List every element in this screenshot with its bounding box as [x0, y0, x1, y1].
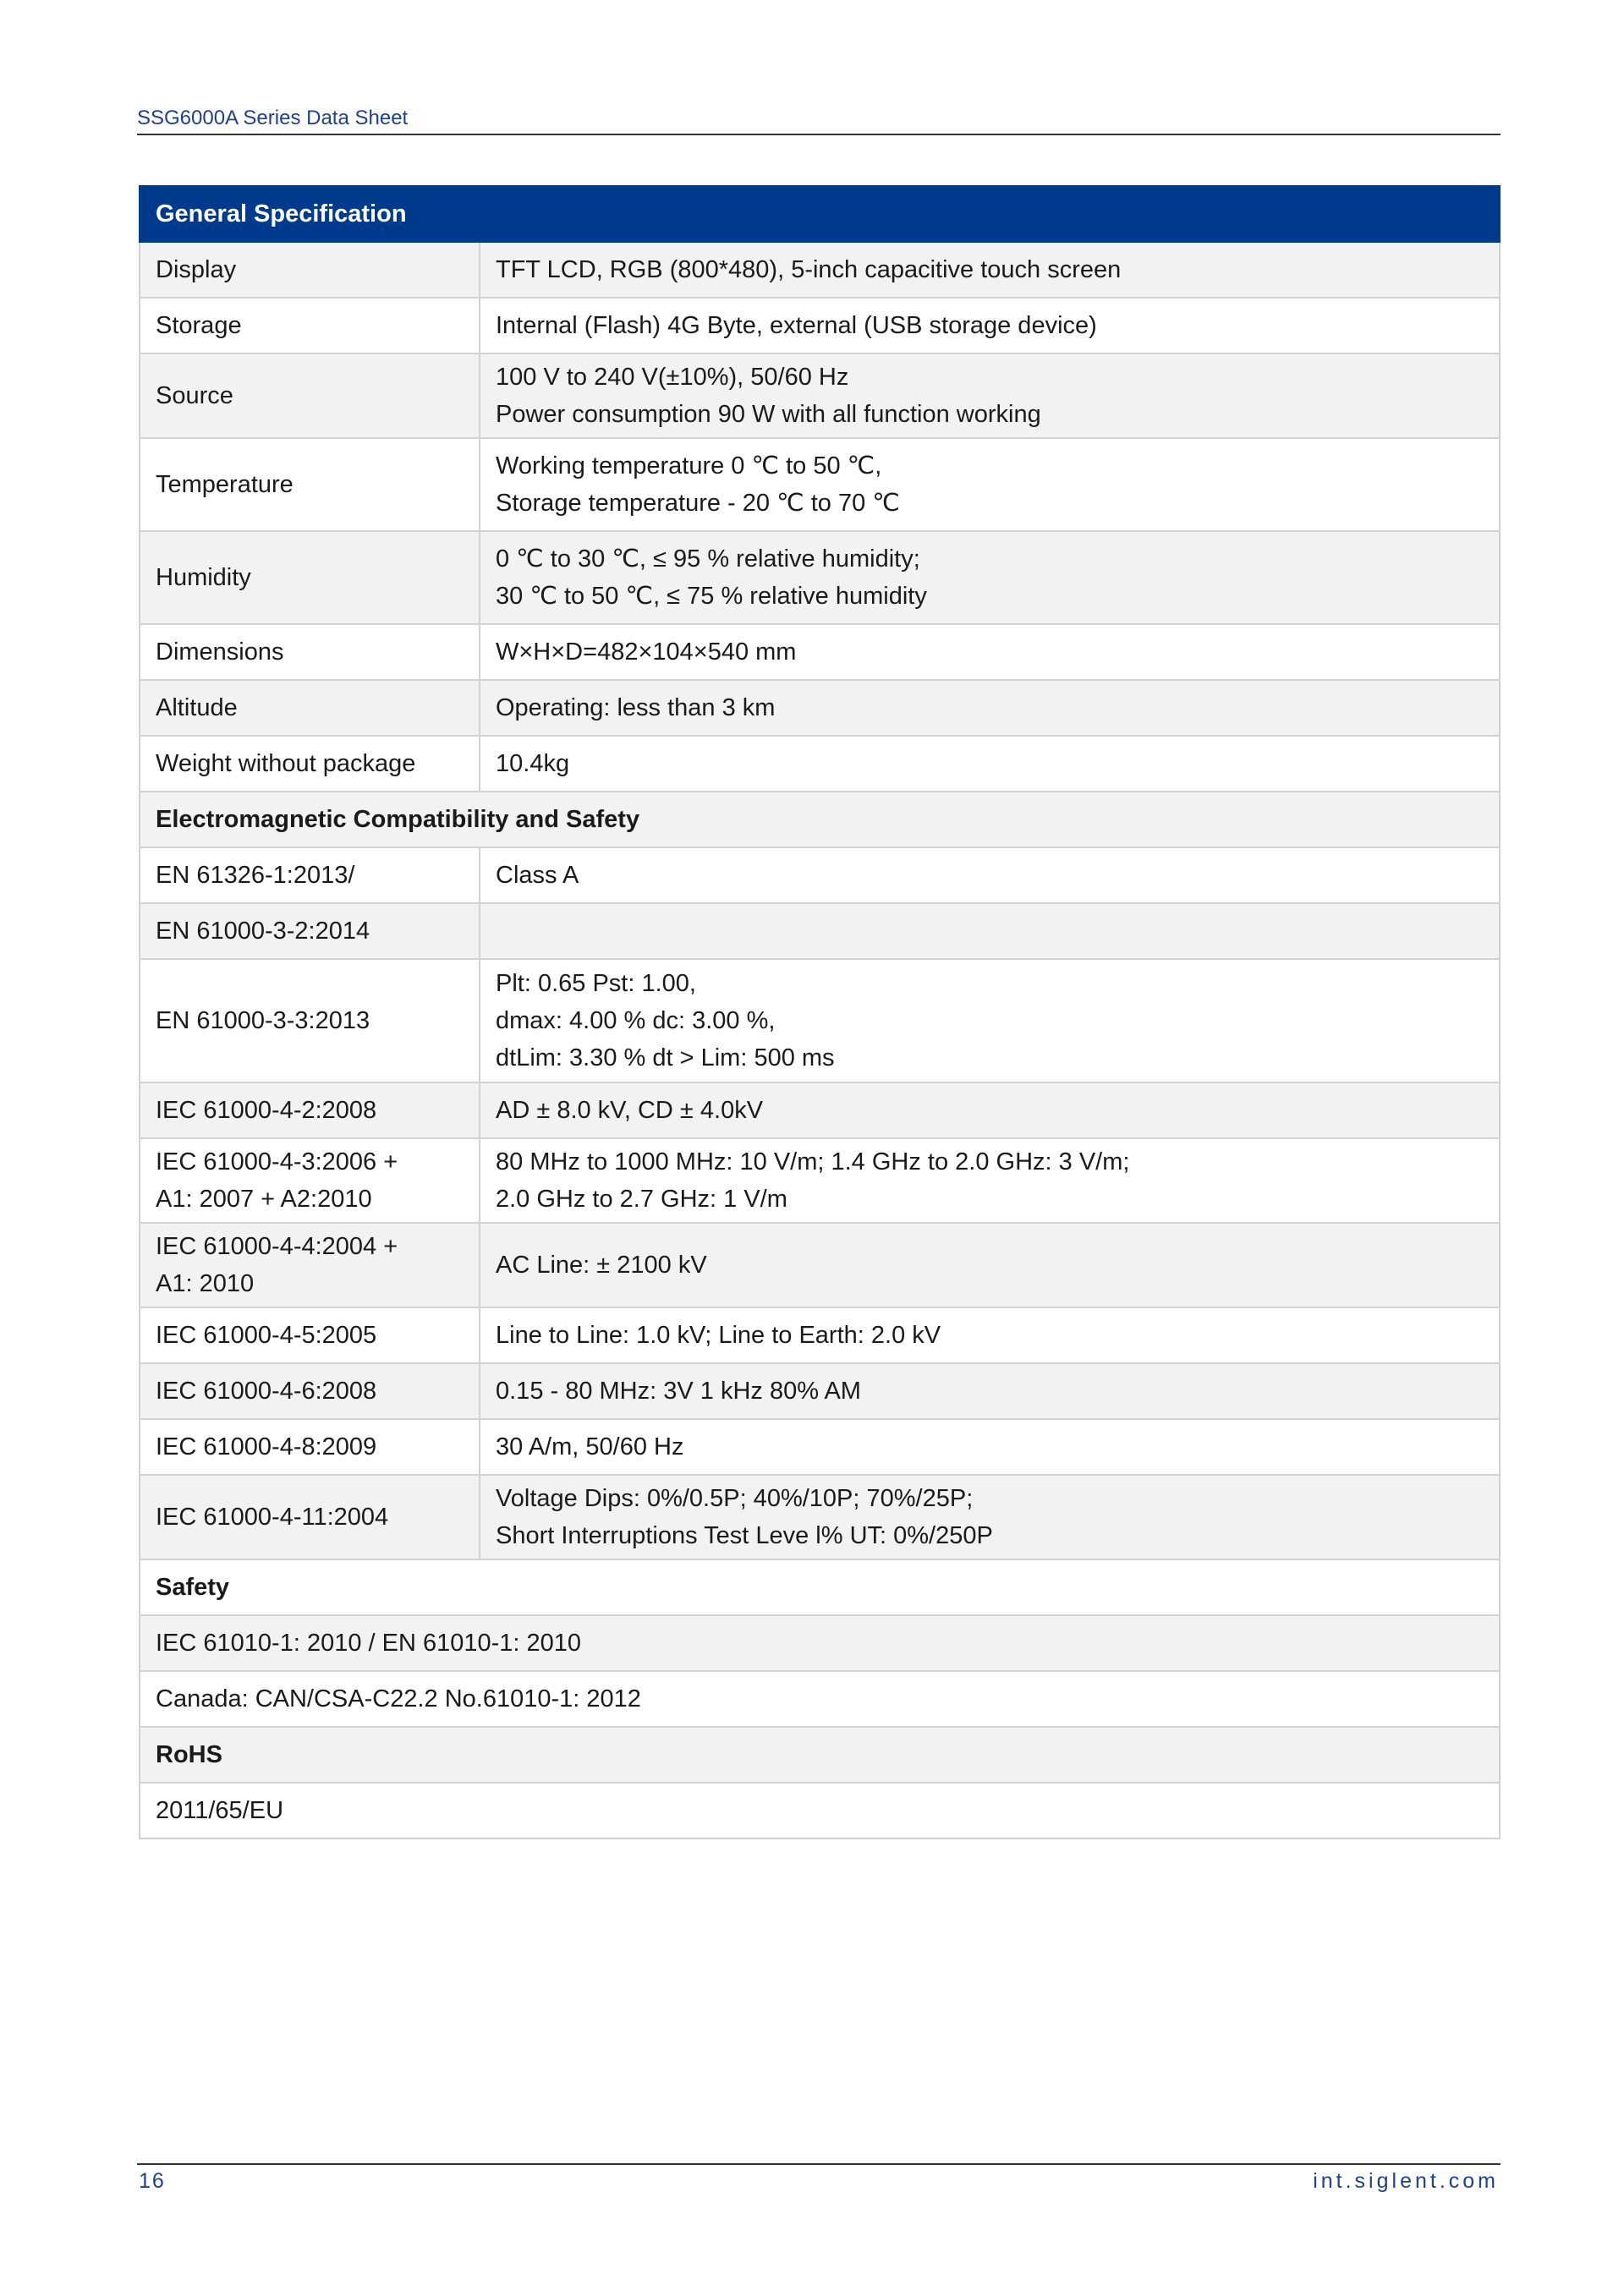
spec-value-cell: [480, 903, 1500, 959]
table-row: [140, 242, 1500, 298]
spec-value-cell: [480, 959, 1500, 1082]
label-line: RoHS: [156, 1741, 222, 1768]
value-line: Short Interruptions Test Leve l% UT: 0%/250P: [496, 1522, 993, 1549]
spec-label-cell: [140, 847, 480, 903]
spec-label-cell: [140, 353, 480, 438]
section-title: [140, 792, 1500, 847]
spec-label-cell: [140, 1363, 480, 1419]
label-line: Canada: CAN/CSA-C22.2 No.61010-1: 2012: [156, 1685, 641, 1712]
label-line: Electromagnetic Compatibility and Safety: [156, 806, 640, 833]
label-line: Humidity: [156, 564, 251, 591]
general-specification-table: [139, 185, 1501, 1839]
spec-label-cell: [140, 903, 480, 959]
section-header-row: [140, 1559, 1500, 1615]
spec-value-cell: [480, 1363, 1500, 1419]
spec-label-cell: [140, 438, 480, 531]
label-line: A1: 2007 + A2:2010: [156, 1186, 372, 1213]
label-line: Safety: [156, 1574, 230, 1601]
table-row: [140, 298, 1500, 353]
label-line: EN 61326-1:2013/: [156, 862, 355, 889]
spec-label-cell: [140, 1223, 480, 1307]
section-header-row: [140, 1727, 1500, 1783]
spec-label-cell: [140, 680, 480, 736]
website-url: int.siglent.com: [1313, 2169, 1499, 2193]
spec-value-cell: [480, 1223, 1500, 1307]
table-row: [140, 353, 1500, 438]
table-row: [140, 1223, 1500, 1307]
label-line: 2011/65/EU: [156, 1797, 284, 1824]
table-title-row: [140, 186, 1500, 242]
spec-label-cell: [140, 298, 480, 353]
value-line: Line to Line: 1.0 kV; Line to Earth: 2.0 kV: [496, 1322, 941, 1349]
spec-value-cell: [480, 438, 1500, 531]
table-row: [140, 1671, 1500, 1727]
section-title: [140, 1727, 1500, 1783]
value-line: Working temperature 0 ℃ to 50 ℃,: [496, 452, 882, 479]
label-line: Weight without package: [156, 750, 416, 777]
label-line: EN 61000-3-3:2013: [156, 1007, 370, 1034]
spec-value-cell: [480, 1475, 1500, 1559]
value-line: Operating: less than 3 km: [496, 694, 776, 721]
value-line: 0 ℃ to 30 ℃, ≤ 95 % relative humidity;: [496, 545, 920, 573]
spec-value-cell: [480, 680, 1500, 736]
header-divider: [137, 134, 1501, 135]
label-line: IEC 61000-4-8:2009: [156, 1433, 377, 1460]
label-line: IEC 61000-4-4:2004 +: [156, 1233, 398, 1260]
spec-full-cell: [140, 1615, 1500, 1671]
label-line: IEC 61000-4-2:2008: [156, 1097, 377, 1124]
spec-value-cell: [480, 847, 1500, 903]
value-line: Voltage Dips: 0%/0.5P; 40%/10P; 70%/25P;: [496, 1485, 974, 1512]
table-row: [140, 1783, 1500, 1838]
table-row: [140, 1307, 1500, 1363]
label-line: Storage: [156, 312, 242, 339]
spec-full-cell: [140, 1783, 1500, 1838]
label-line: A1: 2010: [156, 1270, 255, 1297]
spec-label-cell: [140, 1082, 480, 1138]
footer-divider: [137, 2163, 1501, 2165]
spec-value-cell: [480, 298, 1500, 353]
table-row: [140, 438, 1500, 531]
value-line: Storage temperature - 20 ℃ to 70 ℃: [496, 490, 900, 517]
table-row: [140, 847, 1500, 903]
spec-label-cell: [140, 1419, 480, 1475]
value-line: AD ± 8.0 kV, CD ± 4.0kV: [496, 1097, 764, 1124]
spec-value-cell: [480, 736, 1500, 792]
table-row: [140, 1082, 1500, 1138]
spec-label-cell: [140, 624, 480, 680]
spec-value-cell: [480, 242, 1500, 298]
table-row: [140, 680, 1500, 736]
spec-value-cell: [480, 1082, 1500, 1138]
document-header-title: SSG6000A Series Data Sheet: [137, 107, 409, 129]
value-line: Internal (Flash) 4G Byte, external (USB storage device): [496, 312, 1097, 339]
label-line: IEC 61010-1: 2010 / EN 61010-1: 2010: [156, 1630, 582, 1657]
table-row: [140, 959, 1500, 1082]
value-line: W×H×D=482×104×540 mm: [496, 638, 797, 666]
label-line: IEC 61000-4-3:2006 +: [156, 1148, 398, 1175]
value-line: Class A: [496, 862, 579, 889]
spec-label-cell: [140, 531, 480, 624]
table-row: [140, 1615, 1500, 1671]
label-line: IEC 61000-4-11:2004: [156, 1504, 389, 1531]
spec-label-cell: [140, 1475, 480, 1559]
spec-label-cell: [140, 1307, 480, 1363]
value-line: 2.0 GHz to 2.7 GHz: 1 V/m: [496, 1186, 787, 1213]
section-title: [140, 1559, 1500, 1615]
label-line: EN 61000-3-2:2014: [156, 918, 370, 945]
value-line: Power consumption 90 W with all function working: [496, 401, 1041, 428]
table-row: [140, 531, 1500, 624]
spec-label-cell: [140, 242, 480, 298]
table-row: [140, 1138, 1500, 1223]
label-line: Dimensions: [156, 638, 284, 666]
value-line: 100 V to 240 V(±10%), 50/60 Hz: [496, 364, 849, 391]
value-line: 30 ℃ to 50 ℃, ≤ 75 % relative humidity: [496, 583, 927, 610]
value-line: 80 MHz to 1000 MHz: 10 V/m; 1.4 GHz to 2.0 GHz: 3 V/m;: [496, 1148, 1130, 1175]
label-line: Altitude: [156, 694, 238, 721]
spec-value-cell: [480, 1307, 1500, 1363]
spec-value-cell: [480, 1419, 1500, 1475]
spec-value-cell: [480, 624, 1500, 680]
value-line: AC Line: ± 2100 kV: [496, 1252, 707, 1279]
table-row: [140, 1363, 1500, 1419]
spec-label-cell: [140, 1138, 480, 1223]
spec-value-cell: [480, 353, 1500, 438]
spec-full-cell: [140, 1671, 1500, 1727]
label-line: Source: [156, 382, 233, 409]
section-header-row: [140, 792, 1500, 847]
table-row: [140, 624, 1500, 680]
value-line: dmax: 4.00 % dc: 3.00 %,: [496, 1007, 776, 1034]
page-number: 16: [139, 2169, 166, 2193]
label-line: IEC 61000-4-5:2005: [156, 1322, 377, 1349]
spec-label-cell: [140, 736, 480, 792]
spec-value-cell: [480, 531, 1500, 624]
spec-label-cell: [140, 959, 480, 1082]
value-line: 10.4kg: [496, 750, 570, 777]
table-row: [140, 736, 1500, 792]
value-line: dtLim: 3.30 % dt > Lim: 500 ms: [496, 1044, 835, 1071]
table-title: General Specification: [140, 186, 1500, 242]
value-line: Plt: 0.65 Pst: 1.00,: [496, 970, 696, 997]
value-line: 0.15 - 80 MHz: 3V 1 kHz 80% AM: [496, 1378, 861, 1405]
value-line: TFT LCD, RGB (800*480), 5-inch capacitive touch screen: [496, 256, 1122, 283]
value-line: 30 A/m, 50/60 Hz: [496, 1433, 684, 1460]
label-line: Display: [156, 256, 237, 283]
spec-value-cell: [480, 1138, 1500, 1223]
table-row: [140, 903, 1500, 959]
table-row: [140, 1419, 1500, 1475]
table-row: [140, 1475, 1500, 1559]
label-line: Temperature: [156, 471, 294, 498]
label-line: IEC 61000-4-6:2008: [156, 1378, 377, 1405]
